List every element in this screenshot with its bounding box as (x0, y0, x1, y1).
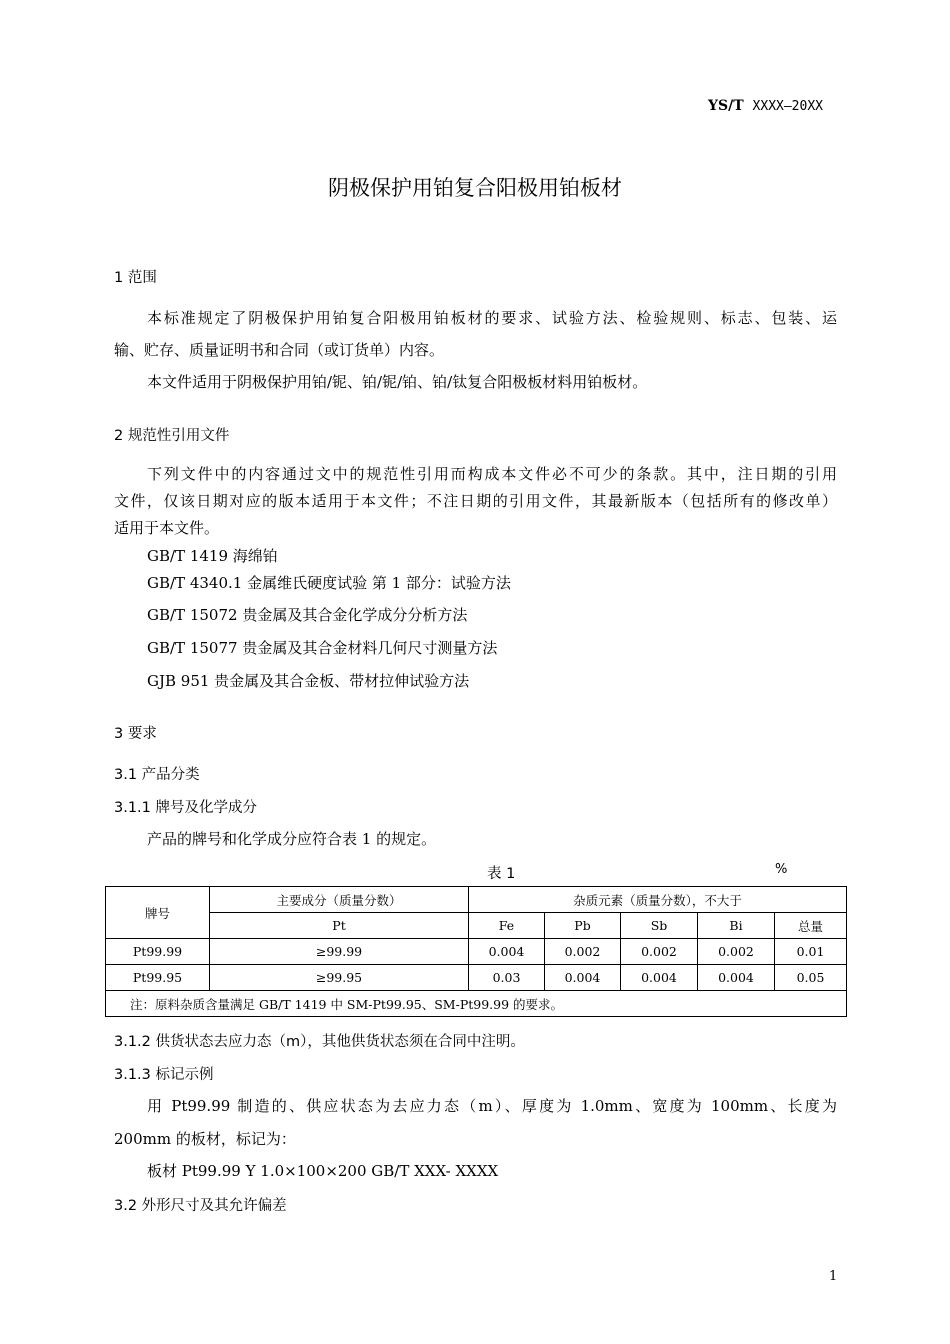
reference-item: GJB 951 贵金属及其合金板、带材拉伸试验方法 (147, 672, 470, 690)
cell-grade: Pt99.99 (106, 939, 210, 965)
section-2-para-line-3: 适用于本文件。 (114, 519, 220, 537)
cell-total: 0.01 (775, 939, 847, 965)
table-row (106, 939, 847, 965)
section-3-1-1-text: 产品的牌号和化学成分应符合表 1 的规定。 (147, 830, 437, 848)
section-1-para-2: 本文件适用于阴极保护用铂/铌、铂/铌/铂、铂/钛复合阳极板材料用铂板材。 (147, 373, 648, 391)
section-2-para-line-1: 下列文件中的内容通过文中的规范性引用而构成本文件必不可少的条款。其中，注日期的引用 (147, 465, 837, 483)
cell-sb: 0.004 (621, 965, 698, 991)
section-2-heading: 2 规范性引用文件 (114, 428, 230, 444)
cell-fe: 0.004 (469, 939, 545, 965)
section-3-heading: 3 要求 (114, 726, 157, 742)
section-1-heading: 1 范围 (114, 270, 157, 286)
section-2-para-line-2: 文件，仅该日期对应的版本适用于本文件；不注日期的引用文件，其最新版本（包括所有的修改单） (114, 492, 837, 510)
section-3-1-1-heading: 3.1.1 牌号及化学成分 (114, 800, 258, 816)
header-fe: Fe (469, 913, 545, 939)
header-total: 总量 (775, 913, 847, 939)
standard-number: YS/T XXXX—20XX (708, 98, 823, 114)
header-pt: Pt (210, 913, 469, 939)
cell-fe: 0.03 (469, 965, 545, 991)
cell-pt: ≥99.95 (210, 965, 469, 991)
cell-pt: ≥99.99 (210, 939, 469, 965)
reference-item: GB/T 1419 海绵铂 (147, 547, 278, 565)
header-bi: Bi (698, 913, 775, 939)
marking-example: 板材 Pt99.99 Y 1.0×100×200 GB/T XXX- XXXX (147, 1162, 499, 1180)
table-caption: 表 1 (487, 866, 516, 882)
section-1-para-1: 本标准规定了阴极保护用铂复合阳极用铂板材的要求、试验方法、检验规则、标志、包装、运 (147, 309, 837, 327)
document-title: 阴极保护用铂复合阳极用铂板材 (328, 176, 622, 200)
cell-total: 0.05 (775, 965, 847, 991)
composition-table (105, 886, 847, 1017)
table-unit: % (775, 862, 788, 877)
section-3-2-heading: 3.2 外形尺寸及其允许偏差 (114, 1198, 287, 1214)
table-note: 注：原料杂质含量满足 GB/T 1419 中 SM-Pt99.95、SM-Pt99.99 的要求。 (106, 991, 847, 1017)
cell-bi: 0.002 (698, 939, 775, 965)
reference-item: GB/T 15072 贵金属及其合金化学成分分析方法 (147, 606, 468, 624)
reference-item: GB/T 15077 贵金属及其合金材料几何尺寸测量方法 (147, 639, 498, 657)
section-3-1-3-heading: 3.1.3 标记示例 (114, 1067, 214, 1083)
cell-pb: 0.002 (545, 939, 621, 965)
header-pb: Pb (545, 913, 621, 939)
section-3-1-3-line-2: 200mm 的板材，标记为： (114, 1130, 296, 1148)
section-3-1-3-line-1: 用 Pt99.99 制造的、供应状态为去应力态（m）、厚度为 1.0mm、宽度为 100mm、长度为 (147, 1097, 837, 1115)
header-main-component: 主要成分（质量分数） (210, 887, 469, 913)
header-sb: Sb (621, 913, 698, 939)
table-row (106, 965, 847, 991)
cell-sb: 0.002 (621, 939, 698, 965)
section-3-1-heading: 3.1 产品分类 (114, 767, 200, 783)
header-grade: 牌号 (106, 887, 210, 939)
header-impurity: 杂质元素（质量分数），不大于 (469, 887, 847, 913)
cell-pb: 0.004 (545, 965, 621, 991)
section-1-para-1-cont: 输、贮存、质量证明书和合同（或订货单）内容。 (114, 341, 445, 359)
reference-item: GB/T 4340.1 金属维氏硬度试验 第 1 部分：试验方法 (147, 574, 511, 592)
cell-bi: 0.004 (698, 965, 775, 991)
cell-grade: Pt99.95 (106, 965, 210, 991)
section-3-1-2: 3.1.2 供货状态去应力态（m），其他供货状态须在合同中注明。 (114, 1034, 525, 1050)
page-number: 1 (829, 1269, 838, 1284)
